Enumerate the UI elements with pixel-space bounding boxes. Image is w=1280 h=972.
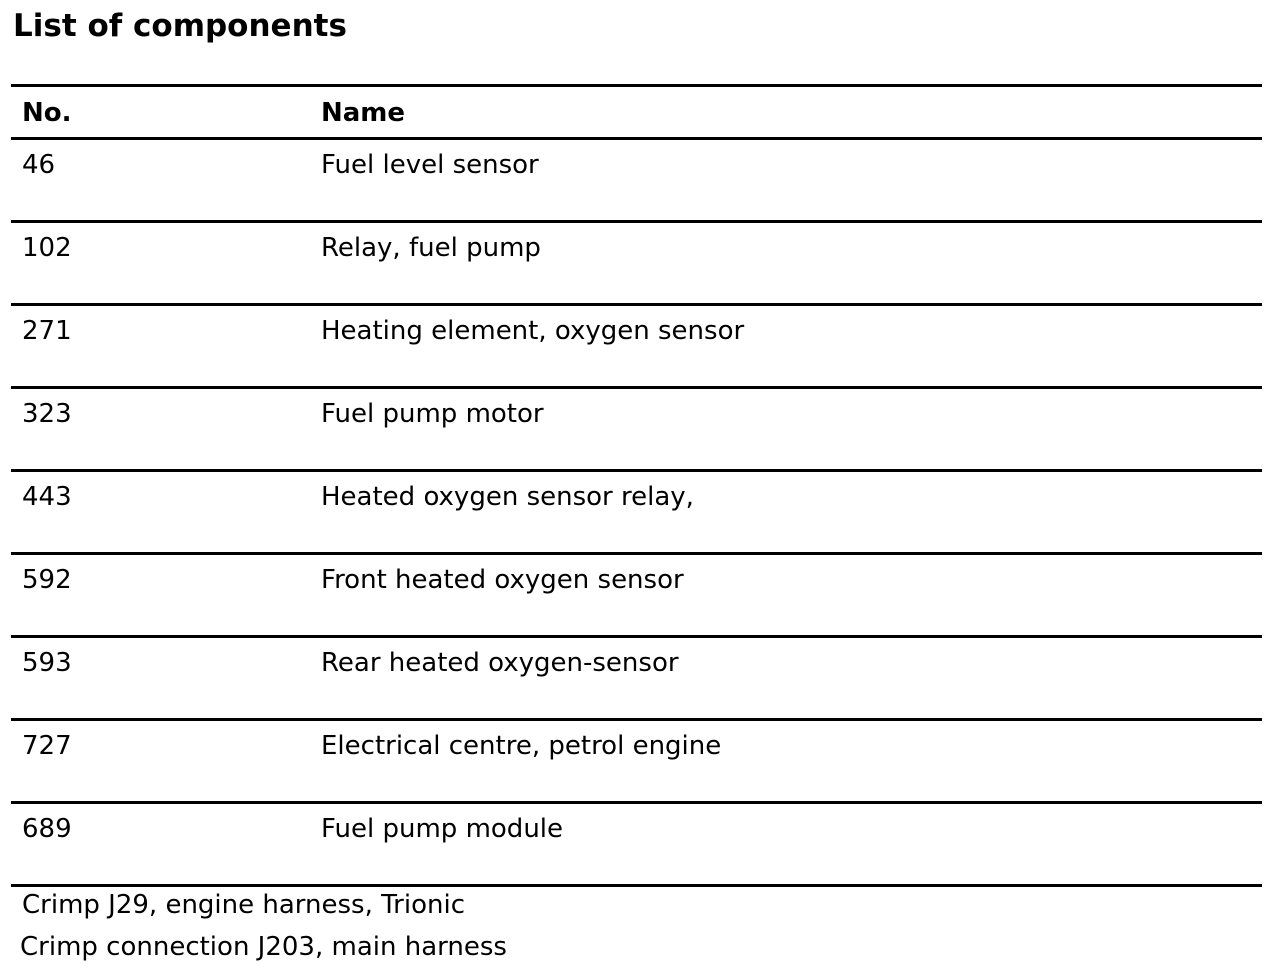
column-header-no: No. <box>22 98 72 128</box>
footer-notes <box>22 884 507 968</box>
component-number: 102 <box>22 233 72 263</box>
table-row <box>11 306 1262 386</box>
page-title: List of components <box>13 8 347 44</box>
table-row <box>11 140 1262 220</box>
table-row <box>11 389 1262 469</box>
table-row <box>11 223 1262 303</box>
component-number: 323 <box>22 399 72 429</box>
component-number: 592 <box>22 565 72 595</box>
component-number: 593 <box>22 648 72 678</box>
footer-note: Crimp J29, engine harness, Trionic <box>22 890 466 920</box>
component-name: Heated oxygen sensor relay, <box>321 482 694 512</box>
table-row <box>11 721 1262 801</box>
table-row <box>11 638 1262 718</box>
component-name: Fuel pump module <box>321 814 564 844</box>
table-header-row <box>11 87 1262 137</box>
column-header-name: Name <box>321 98 406 128</box>
component-name: Relay, fuel pump <box>321 233 541 263</box>
component-number: 443 <box>22 482 72 512</box>
component-name: Rear heated oxygen-sensor <box>321 648 679 678</box>
component-number: 727 <box>22 731 72 761</box>
components-table <box>11 84 1262 887</box>
component-name: Heating element, oxygen sensor <box>321 316 745 346</box>
component-number: 46 <box>22 150 56 180</box>
component-name: Fuel pump motor <box>321 399 544 429</box>
component-name: Fuel level sensor <box>321 150 539 180</box>
table-row <box>11 472 1262 552</box>
component-number: 689 <box>22 814 72 844</box>
table-row <box>11 804 1262 884</box>
component-name: Front heated oxygen sensor <box>321 565 684 595</box>
footer-note: Crimp connection J203, main harness <box>20 932 507 962</box>
component-name: Electrical centre, petrol engine <box>321 731 722 761</box>
component-number: 271 <box>22 316 72 346</box>
table-row <box>11 555 1262 635</box>
